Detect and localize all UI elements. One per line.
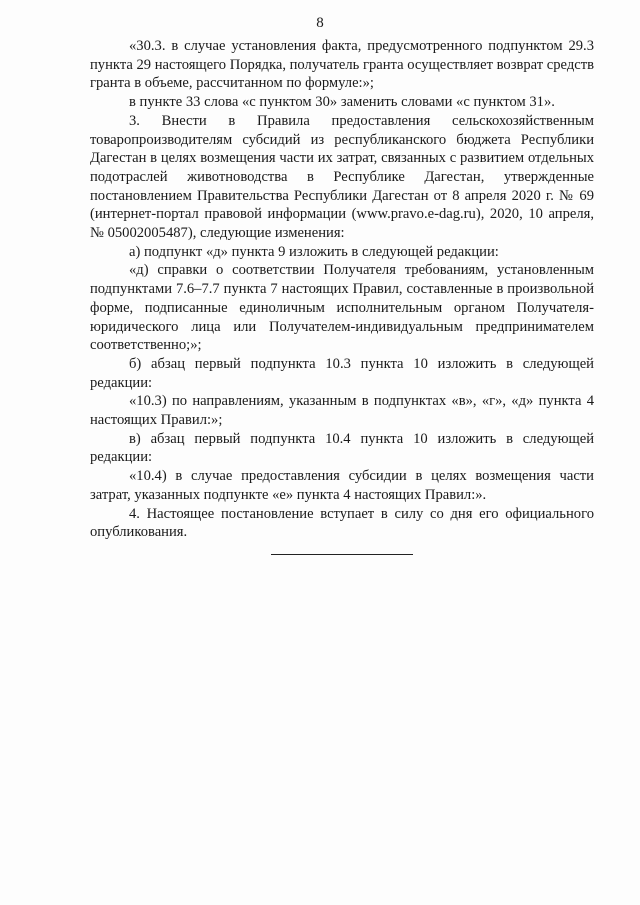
paragraph-sub-d-quote: «д) справки о соответствии Получателя требованиям, установленным подпунктами 7.6–7.7 пункта 7 настоящих Правил, составленные в произвольной форме, подписанные единоличным исполнительным органом Получателя-юридического лица или Получателем-индивидуальным предпринимателем соответственно;»; <box>90 262 594 354</box>
page-number: 8 <box>316 15 324 31</box>
paragraph-sub-a: а) подпункт «д» пункта 9 изложить в следующей редакции: <box>129 243 499 260</box>
document-body <box>90 37 594 542</box>
paragraph-sub-b: б) абзац первый подпункта 10.3 пункта 10 изложить в следующей редакции: <box>90 355 594 391</box>
paragraph-10-4-quote: «10.4) в случае предоставления субсидии в целях возмещения части затрат, указанных подпункте «е» пункта 4 настоящих Правил:». <box>90 468 594 503</box>
paragraph-point-33: в пункте 33 слова «с пунктом 30» заменить словами «с пунктом 31». <box>129 94 555 111</box>
paragraph-30-3-quote: «30.3. в случае установления факта, предусмотренного подпунктом 29.3 пункта 29 настоящего Порядка, получатель гранта осуществляет возврат средств гранта в объеме, рассчитанном по формуле:»; <box>90 38 595 92</box>
paragraph-item-3: 3. Внести в Правила предоставления сельскохозяйственным товаропроизводителям субсидий из республиканского бюджета Республики Дагестан в целях возмещения части их затрат, связанных с развитием отдельных подотраслей животноводства в Республике Дагестан, утвержденные постановлением Правительства Республики Дагестан от 8 апреля 2020 г. № 69 (интернет-портал правовой информации (www.pravo.e-dag.ru), 2020, 10 апреля, № 05002005487), следующие изменения: <box>90 112 594 242</box>
paragraph-item-4: 4. Настоящее постановление вступает в силу со дня его официального опубликования. <box>90 505 594 541</box>
paragraph-10-3-quote: «10.3) по направлениям, указанным в подпунктах «в», «г», «д» пункта 4 настоящих Правил:»; <box>90 393 594 429</box>
paragraph-sub-v: в) абзац первый подпункта 10.4 пункта 10 изложить в следующей редакции: <box>90 430 594 466</box>
end-separator-line <box>271 554 413 555</box>
